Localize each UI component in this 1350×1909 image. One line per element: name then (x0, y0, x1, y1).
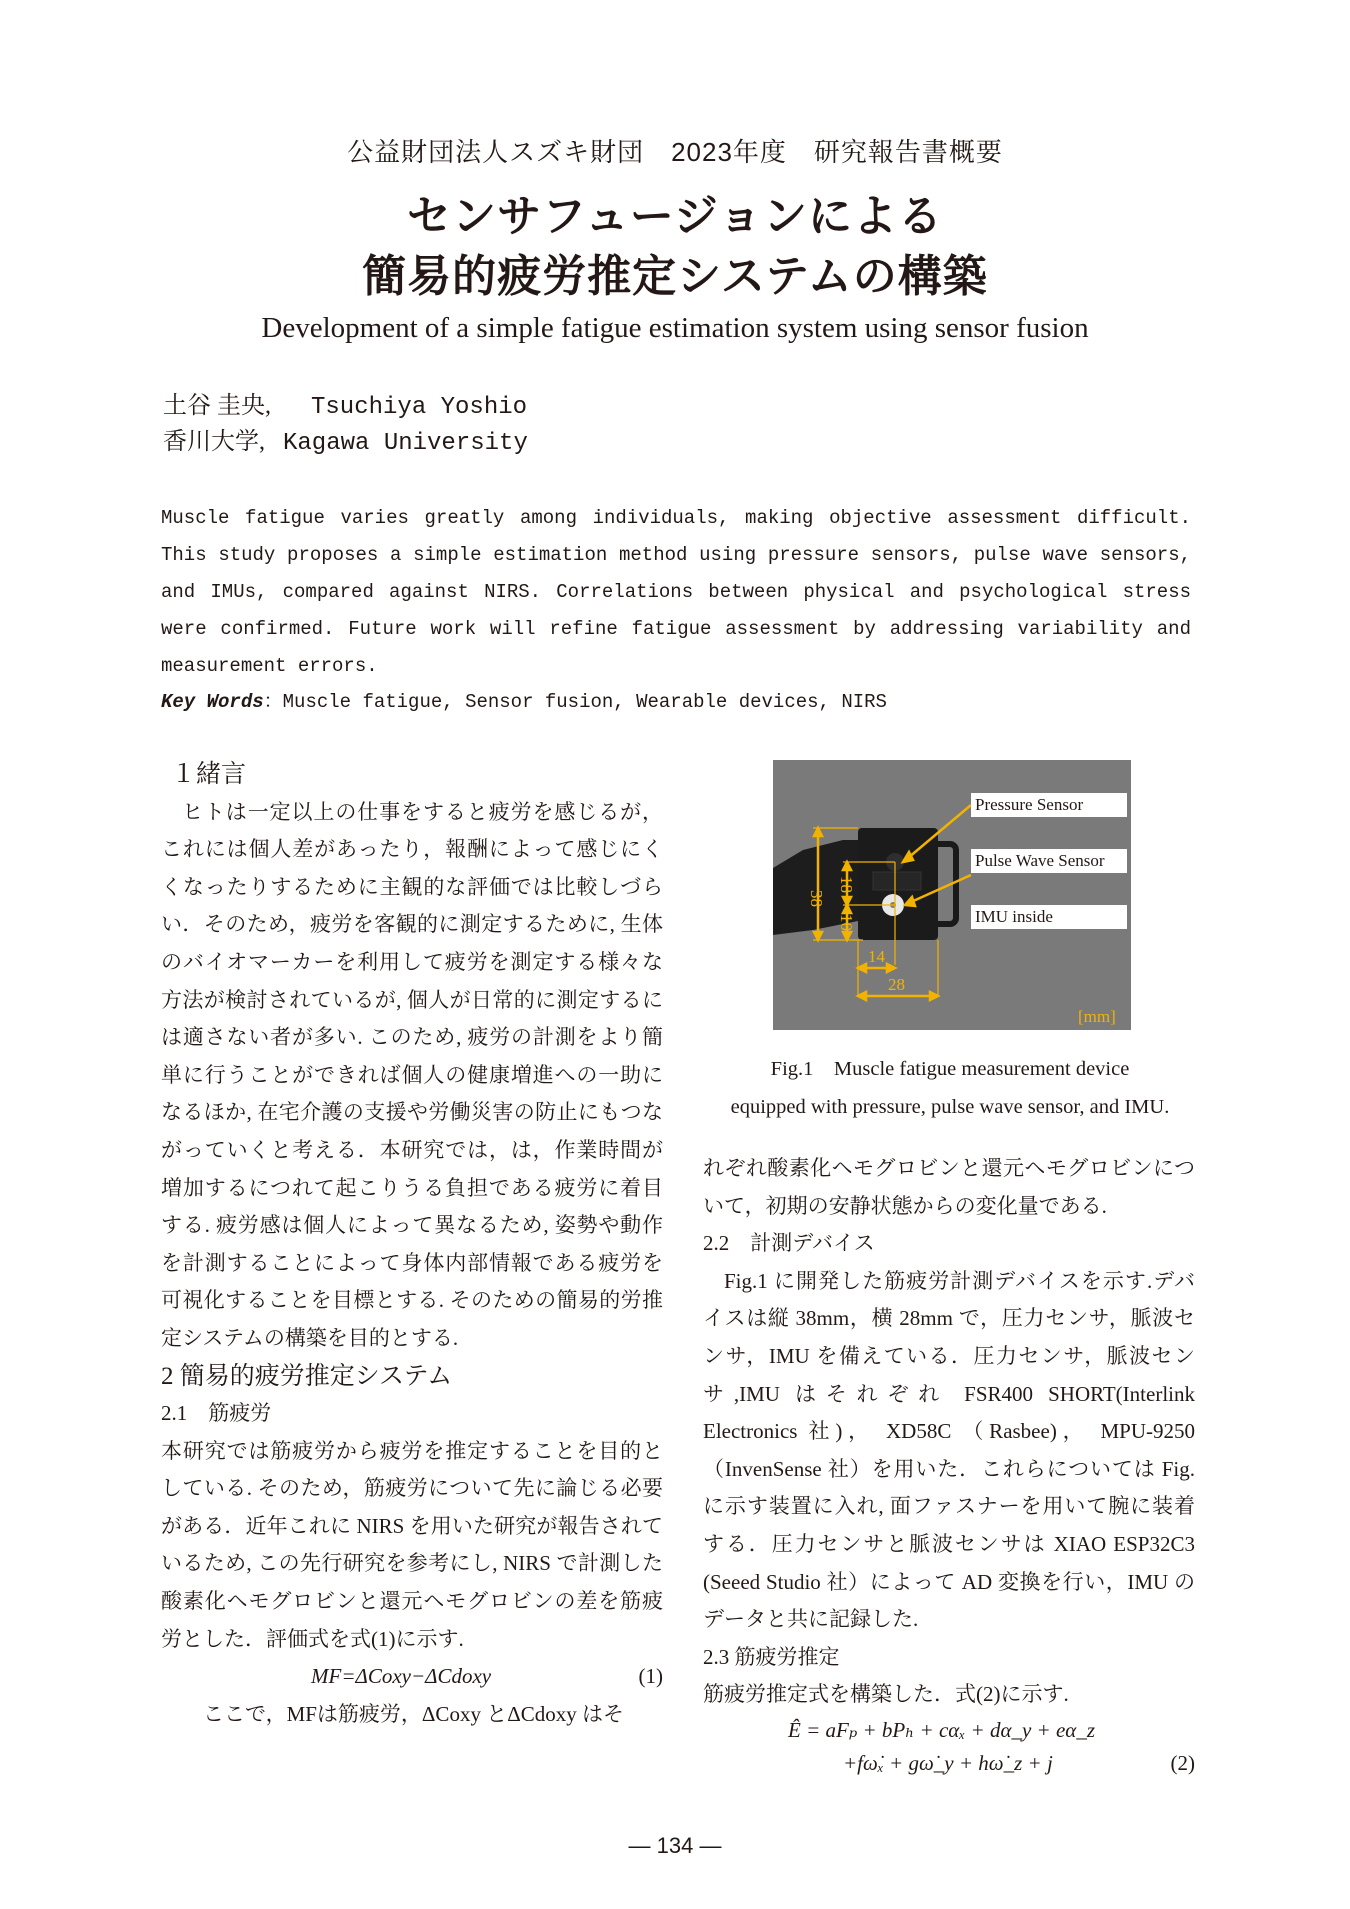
report-header: 公益財団法人スズキ財団 2023年度 研究報告書概要 (347, 137, 1003, 167)
equation-2-line2: +fω̇ₓ + gω̇_y + hω̇_z + j (843, 1750, 1053, 1775)
abstract: Muscle fatigue varies greatly among individuals, making objective assessment difficult. This study proposes a simple estimation method using pressure sensors, pulse wave sensors, and IMUs, compared against NIRS. Correlations between physical and psychological stress were confirmed. Future work will refine fatigue assessment by addressing variability and measurement errors. (161, 507, 1191, 677)
left-column (161, 756, 663, 1734)
unit-label: [mm] (1078, 1007, 1116, 1026)
label-pressure-sensor: Pressure Sensor (971, 793, 1127, 817)
affiliation-line (163, 424, 528, 462)
figure-1-photo (773, 760, 1131, 1030)
dim-14: 14 (868, 947, 885, 966)
equation-2-line1: Ê = aFₚ + bPₕ + cαₓ + dα_y + eα_z (788, 1717, 1095, 1742)
page-number: — 134 — (628, 1833, 722, 1858)
keywords: Key Words：Muscle fatigue, Sensor fusion, Wearable devices, NIRS (161, 691, 887, 713)
figure-1-caption: Fig.1 Muscle fatigue measurement device equipped with pressure, pulse wave sensor, and IMU. (730, 1058, 1170, 1118)
section-2-1-heading: 2.1 筋疲労 (161, 1401, 272, 1426)
affiliation-en: Kagawa University (283, 430, 528, 457)
section-2-3-heading: 2.3 筋疲労推定 (703, 1644, 840, 1669)
section-2-2-body: Fig.1 に開発した筋疲労計測デバイスを示す.デバイスは縦 38mm，横 28mm で，圧力センサ，脈波センサ，IMU を備えている．圧力センサ，脈波センサ,IMU はそれぞれ FSR400 SHORT(Interlink Electronics 社)， XD58C （Rasbee)， MPU-9250 （InvenSense 社）を用いた．これらについては Fig. に示す装置に入れ, 面ファスナーを用いて腕に装着する．圧力センサと脈波センサは XIAO ESP32C3 (Seeed Studio 社）によって AD 変換を行い，IMU のデータと共に記録した. (703, 1268, 1195, 1632)
page-title-line2: 簡易的疲労推定システムの構築 (362, 252, 988, 301)
continued-text: れぞれ酸素化ヘモグロビンと還元ヘモグロビンについて，初期の安静状態からの変化量である. (703, 1156, 1195, 1218)
equation-2-line2-row (703, 1747, 1195, 1780)
label-pulse-wave-sensor: Pulse Wave Sensor (971, 849, 1127, 873)
affiliation-ja: 香川大学, (163, 429, 265, 455)
section-2-heading: 2 簡易的疲労推定システム (161, 1362, 453, 1390)
dim-10: 10 (837, 914, 856, 931)
section-2-3-body: 筋疲労推定式を構築した．式(2)に示す. (703, 1682, 1069, 1707)
keywords-label: Key Words (161, 691, 264, 713)
label-imu-inside: IMU inside (971, 905, 1127, 929)
keywords-list: Muscle fatigue, Sensor fusion, Wearable devices, NIRS (282, 691, 887, 713)
section-2-1-body: 本研究では筋疲労から疲労を推定することを目的としている. そのため，筋疲労について先に論じる必要がある．近年これに NIRS を用いた研究が報告されているため, この先行研究を参考にし, NIRS で計測した酸素化ヘモグロビンと還元ヘモグロビンの差を筋疲労とした．評価式を式(1)に示す. (161, 1438, 663, 1651)
dim-28: 28 (888, 975, 905, 994)
dim-38: 38 (807, 890, 826, 907)
english-title: Development of a simple fatigue estimation system using sensor fusion (261, 312, 1089, 344)
dim-18: 18 (837, 876, 856, 893)
author-name-en: Tsuchiya Yoshio (311, 394, 528, 421)
equation-2-number: (2) (1170, 1750, 1195, 1775)
equation-1-number: (1) (638, 1664, 663, 1689)
author-line (163, 388, 527, 426)
equation-1 (161, 1658, 663, 1696)
right-column (703, 1150, 1195, 1780)
equation-1-explanation: ここで，MFは筋疲労，ΔCoxy とΔCdoxy はそ (203, 1702, 624, 1727)
equation-1-formula: MF=ΔCoxy−ΔCdoxy (311, 1664, 492, 1689)
page-title-line1: センサフュージョンによる (406, 192, 944, 241)
section-2-2-heading: 2.2 計測デバイス (703, 1231, 875, 1256)
author-name-ja: 土谷 圭央, (163, 393, 271, 419)
section-1-heading: １緒言 (171, 761, 247, 788)
section-1-body: ヒトは一定以上の仕事をすると疲労を感じるが，これには個人差があったり，報酬によって感じにくくなったりするために主観的な評価では比較しづらい．そのため，疲労を客観的に測定するために, 生体のバイオマーカーを利用して疲労を測定する様々な方法が検討されているが, 個人が日常的に測定するには適さない者が多い. このため, 疲労の計測をより簡単に行うことができれば個人の健康増進への一助になるほか, 在宅介護の支援や労働災害の防止にもつながっていくと考える．本研究では，は，作業時間が増加するにつれて起こりうる負担である疲労に着目する. 疲労感は個人によって異なるため, 姿勢や動作を計測することによって身体内部情報である疲労を可視化することを目標とする. そのための簡易的労推定システムの構築を目的とする. (161, 799, 663, 1350)
